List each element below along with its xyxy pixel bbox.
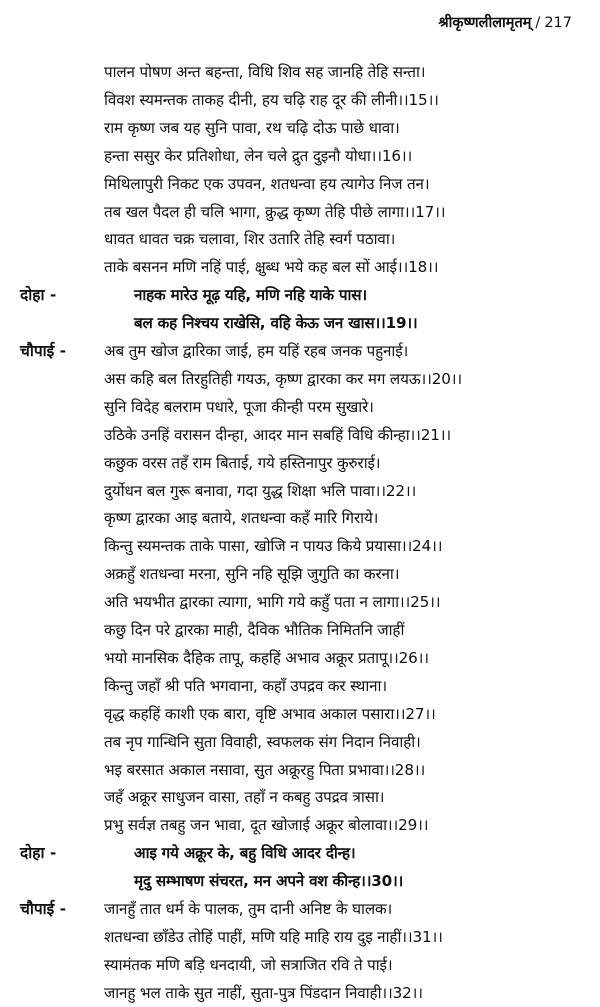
verse-text: वृद्ध कहहिं काशी एक बारा, वृष्टि अभाव अकाल पसारा।।27।। bbox=[104, 704, 436, 723]
book-title: श्रीकृष्णलीलामृतम् bbox=[438, 15, 532, 31]
section-label: चौपाई - bbox=[20, 900, 67, 918]
running-header bbox=[438, 12, 572, 32]
verse-text: किन्तु स्यमन्तक ताके पासा, खोजि न पायउ किये प्रयासा।।24।। bbox=[104, 537, 443, 556]
verse-line bbox=[0, 225, 600, 253]
verse-line bbox=[0, 393, 600, 421]
verse-text: बल कह निश्चय राखेसि, वहि केऊ जन खास।।19।। bbox=[134, 314, 418, 333]
header-separator: / bbox=[535, 15, 541, 31]
verse-line bbox=[0, 616, 600, 644]
verse-line bbox=[0, 421, 600, 449]
verse-line bbox=[0, 337, 600, 365]
verse-line bbox=[0, 923, 600, 951]
verse-line bbox=[0, 58, 600, 86]
verse-line bbox=[0, 728, 600, 756]
verse-text: मिथिलापुरी निकट एक उपवन, शतधन्वा हय त्यागेउ निज तन। bbox=[104, 174, 430, 193]
verse-text: अक्रहुँ शतधन्वा मरना, सुनि नहि सूझि जुगुति का करना। bbox=[104, 565, 400, 584]
verse-line bbox=[0, 811, 600, 839]
verse-line bbox=[0, 895, 600, 923]
verse-text: प्रभु सर्वज्ञ तबहु जन भावा, दूत खोजाई अक्रूर बोलावा।।29।। bbox=[104, 816, 429, 835]
section-label: दोहा - bbox=[20, 844, 57, 863]
verse-line bbox=[0, 700, 600, 728]
verse-line bbox=[0, 644, 600, 672]
verse-line bbox=[0, 449, 600, 477]
section-label: चौपाई - bbox=[20, 342, 67, 360]
doha-line bbox=[0, 309, 600, 337]
doha-line bbox=[0, 839, 600, 867]
section-label: दोहा - bbox=[20, 286, 57, 305]
verse-text: स्यामंतक मणि बड़ि धनदायी, जो सत्राजित रवि ते पाई। bbox=[104, 955, 393, 974]
verse-text: दुर्योधन बल गुरू बनावा, गदा युद्ध शिक्षा भलि पावा।।22।। bbox=[104, 481, 417, 500]
verse-text: विवश स्यमन्तक ताकह दीनी, हय चढ़ि राह दूर की लीनी।।15।। bbox=[104, 90, 439, 109]
verse-text: जानहुँ तात धर्म के पालक, तुम दानी अनिष्ट के घालक। bbox=[104, 900, 393, 918]
verse-text: भइ बरसात अकाल नसावा, सुत अक्रूरहु पिता प्रभावा।।28।। bbox=[104, 760, 426, 779]
verse-text: सुनि विदेह बलराम पधारे, पूजा कीन्ही परम सुखारे। bbox=[104, 397, 374, 416]
verse-line bbox=[0, 170, 600, 198]
verse-text: नाहक मारेउ मूढ़ यहि, मणि नहि याके पास। bbox=[134, 286, 367, 305]
verse-text: तब खल पैदल ही चलि भागा, क्रुद्ध कृष्ण तेहि पीछे लागा।।17।। bbox=[104, 202, 446, 221]
verse-text: अब तुम खोज द्वारिका जाई, हम यहिं रहब जनक पहुनाई। bbox=[104, 342, 409, 360]
verse-text: ताके बसनन मणि नहिं पाई, क्षुब्ध भये कह बल सों आई।।18।। bbox=[104, 258, 439, 277]
verse-text: भयो मानसिक दैहिक तापू, कहहिं अभाव अक्रूर प्रतापू।।26।। bbox=[104, 648, 429, 667]
verse-text: राम कृष्ण जब यह सुनि पावा, रथ चढ़ि दोऊ पाछे धावा। bbox=[104, 118, 400, 137]
verse-text: अस कहि बल तिरहुतिही गयऊ, कृष्ण द्वारका कर मग लयऊ।।20।। bbox=[104, 369, 462, 388]
verse-text: शतधन्वा छाँडेउ तोहिं पाहीं, मणि यहि माहि राय दुइ नाहीं।।31।। bbox=[104, 927, 443, 946]
verse-text: कृष्ण द्वारका आइ बताये, शतधन्वा कहँ मारि गिराये। bbox=[104, 509, 379, 528]
verse-text: उठिके उनहिं वरासन दीन्हा, आदर मान सबहिं विधि कीन्हा।।21।। bbox=[104, 425, 451, 444]
verse-text: अति भयभीत द्वारका त्यागा, भागि गये कहुँ पता न लागा।।25।। bbox=[104, 593, 441, 612]
verse-text: किन्तु जहाँ श्री पति भगवाना, कहाँ उपद्रव कर स्थाना। bbox=[104, 676, 387, 695]
verse-text: मृदु सम्भाषण संचरत, मन अपने वश कीन्ह।।30।। bbox=[134, 872, 404, 891]
verse-line bbox=[0, 756, 600, 784]
verse-text: जहँ अक्रूर साधुजन वासा, तहाँ न कबहु उपद्रव त्रासा। bbox=[104, 788, 385, 807]
verse-line bbox=[0, 979, 600, 1007]
verse-line bbox=[0, 365, 600, 393]
page-number: 217 bbox=[544, 15, 572, 31]
verse-line bbox=[0, 783, 600, 811]
verse-text: हन्ता ससुर केर प्रतिशोधा, लेन चले द्रुत दुइनौ योधा।।16।। bbox=[104, 146, 413, 165]
verse-line bbox=[0, 477, 600, 505]
verse-line bbox=[0, 532, 600, 560]
verse-line bbox=[0, 560, 600, 588]
verse-text: जानहु भल ताके सुत नाहीं, सुता-पुत्र पिंडदान निवाही।।32।। bbox=[104, 983, 423, 1002]
verse-text: तब नृप गान्धिनि सुता विवाही, स्वफलक संग निदान निवाही। bbox=[104, 732, 421, 751]
verse-text: आइ गये अक्रूर के, बहु विधि आदर दीन्ह। bbox=[134, 844, 356, 863]
doha-line bbox=[0, 281, 600, 309]
verse-text: कछु दिन परे द्वारका माही, दैविक भौतिक निमितनि जाहीं bbox=[104, 621, 405, 639]
verse-line bbox=[0, 86, 600, 114]
verse-line bbox=[0, 198, 600, 226]
verse-line bbox=[0, 114, 600, 142]
verse-text: धावत धावत चक्र चलावा, शिर उतारि तेहि स्वर्ग पठावा। bbox=[104, 230, 396, 249]
verse-text: पालन पोषण अन्त बहन्ता, विधि शिव सह जानहि तेहि सन्ता। bbox=[104, 63, 426, 81]
doha-line bbox=[0, 867, 600, 895]
verse-line bbox=[0, 504, 600, 532]
verse-line bbox=[0, 672, 600, 700]
verse-line bbox=[0, 253, 600, 281]
verse-text: कछुक वरस तहँ राम बिताई, गये हस्तिनापुर कुरुराई। bbox=[104, 453, 381, 472]
verse-line bbox=[0, 588, 600, 616]
verse-line bbox=[0, 951, 600, 979]
verse-line bbox=[0, 142, 600, 170]
